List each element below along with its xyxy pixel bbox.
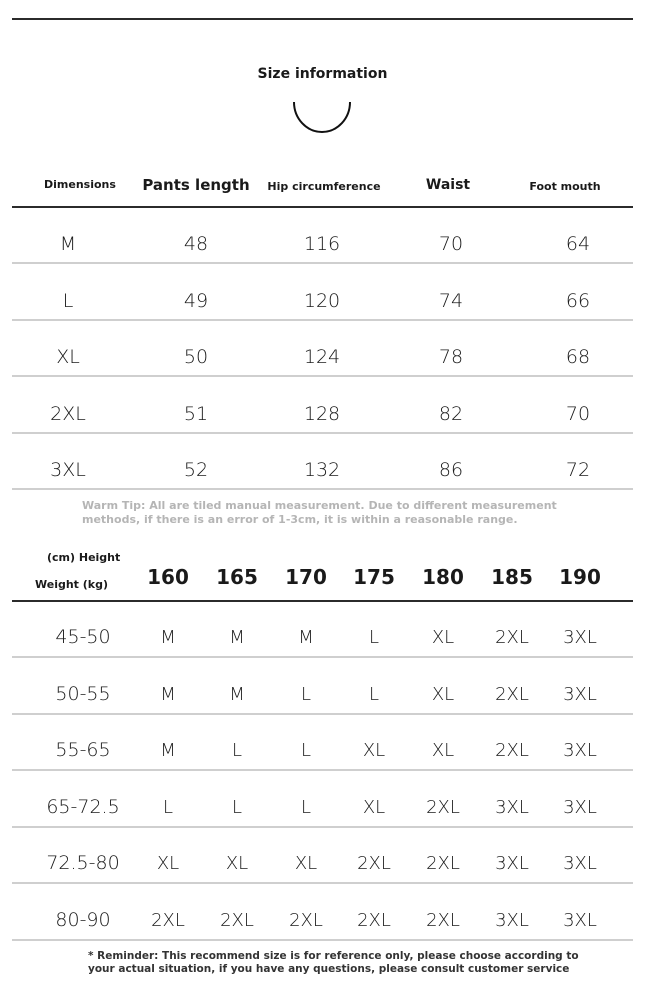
recommended-size: 3XL: [563, 683, 597, 705]
recommended-size: 2XL: [220, 909, 254, 931]
height-value: 190: [559, 565, 601, 589]
recommended-size: 2XL: [495, 627, 529, 648]
size-value: 128: [303, 402, 341, 425]
size-label: 2XL: [50, 402, 86, 425]
header-foot-mouth: Foot mouth: [529, 180, 601, 193]
size-value: 72: [565, 459, 591, 481]
size-value: 124: [303, 346, 341, 368]
weight-range: 55-65: [55, 739, 111, 761]
row-divider: [12, 656, 633, 658]
weight-label: Weight (kg): [35, 578, 109, 591]
size-value: 64: [565, 233, 591, 255]
row-divider: [12, 882, 633, 884]
recommended-size: M: [298, 627, 314, 648]
size-value: 116: [303, 233, 341, 255]
recommended-size: XL: [431, 740, 455, 761]
height-value: 170: [285, 565, 327, 589]
recommended-size: M: [229, 627, 245, 648]
recommended-size: M: [160, 627, 176, 648]
warm-tip: Warm Tip: All are tiled manual measurement. Due to different measurement methods, if there is an error of 1-3cm, it is within a reasonable range.: [82, 499, 557, 526]
recommended-size: 2XL: [357, 909, 391, 931]
size-value: 52: [183, 459, 209, 481]
size-table-header-rule: [12, 206, 633, 208]
recommended-size: 2XL: [151, 909, 185, 931]
row-divider: [12, 826, 633, 828]
row-divider: [12, 769, 633, 771]
recommend-table-header-rule: [12, 600, 633, 602]
recommended-size: 2XL: [426, 909, 460, 931]
recommended-size: 3XL: [495, 796, 529, 818]
size-value: 48: [183, 233, 209, 255]
size-value: 74: [438, 289, 464, 312]
size-label: 3XL: [50, 459, 86, 481]
size-value: 68: [565, 346, 591, 368]
recommended-size: L: [231, 740, 243, 761]
recommended-size: 2XL: [495, 740, 529, 761]
recommended-size: L: [231, 796, 243, 818]
recommended-size: M: [160, 740, 176, 761]
size-label: L: [62, 289, 74, 312]
height-value: 185: [491, 565, 533, 589]
row-divider: [12, 375, 633, 377]
recommended-size: XL: [156, 853, 180, 874]
recommended-size: 3XL: [563, 853, 597, 874]
top-divider: [12, 18, 633, 20]
size-value: 70: [438, 233, 464, 255]
weight-range: 45-50: [55, 626, 111, 648]
recommended-size: 3XL: [495, 853, 529, 874]
recommended-size: 2XL: [289, 909, 323, 931]
recommended-size: L: [368, 627, 380, 648]
row-divider: [12, 262, 633, 264]
recommended-size: 3XL: [563, 627, 597, 648]
header-hip-circumference: Hip circumference: [267, 180, 381, 193]
size-label: XL: [56, 346, 80, 368]
recommended-size: XL: [431, 683, 455, 705]
header-dimensions: Dimensions: [44, 178, 116, 191]
size-value: 78: [438, 346, 464, 368]
size-value: 70: [565, 402, 591, 425]
weight-range: 65-72.5: [46, 795, 120, 818]
recommended-size: 3XL: [563, 796, 597, 818]
recommended-size: 2XL: [495, 683, 529, 705]
height-value: 180: [422, 565, 464, 589]
reminder-note: * Reminder: This recommend size is for reference only, please choose according to your actual situation, if you have any questions, please consult customer service: [88, 950, 579, 975]
recommended-size: XL: [225, 853, 249, 874]
recommended-size: 3XL: [563, 740, 597, 761]
size-value: 66: [565, 289, 591, 312]
recommended-size: 2XL: [426, 853, 460, 874]
weight-range: 50-55: [55, 682, 111, 705]
recommended-size: L: [300, 740, 312, 761]
recommended-size: L: [162, 796, 174, 818]
size-value: 50: [183, 346, 209, 368]
weight-range: 72.5-80: [46, 852, 120, 874]
recommended-size: 3XL: [563, 909, 597, 931]
row-divider: [12, 939, 633, 941]
recommended-size: XL: [294, 853, 318, 874]
row-divider: [12, 488, 633, 490]
recommended-size: 2XL: [426, 796, 460, 818]
height-value: 165: [216, 565, 258, 589]
row-divider: [12, 713, 633, 715]
header-pants-length: Pants length: [142, 176, 250, 194]
page-title: Size information: [257, 66, 388, 82]
row-divider: [12, 432, 633, 434]
size-value: 86: [438, 459, 464, 481]
header-waist: Waist: [425, 177, 471, 193]
recommended-size: 3XL: [495, 909, 529, 931]
height-value: 175: [353, 565, 395, 589]
recommended-size: XL: [362, 740, 386, 761]
size-value: 132: [303, 459, 341, 481]
recommended-size: L: [300, 683, 312, 705]
height-value: 160: [147, 565, 189, 589]
size-value: 120: [303, 289, 341, 312]
recommended-size: 2XL: [357, 853, 391, 874]
size-label: M: [59, 233, 77, 255]
recommended-size: L: [368, 683, 380, 705]
recommended-size: L: [300, 796, 312, 818]
recommended-size: XL: [431, 627, 455, 648]
size-value: 82: [438, 402, 464, 425]
height-label: (cm) Height: [47, 551, 121, 564]
size-value: 51: [183, 402, 209, 425]
size-value: 49: [183, 289, 209, 312]
weight-range: 80-90: [55, 908, 111, 931]
row-divider: [12, 319, 633, 321]
recommended-size: XL: [362, 796, 386, 818]
recommended-size: M: [229, 683, 245, 705]
semicircle-icon: [290, 100, 354, 140]
recommended-size: M: [160, 683, 176, 705]
